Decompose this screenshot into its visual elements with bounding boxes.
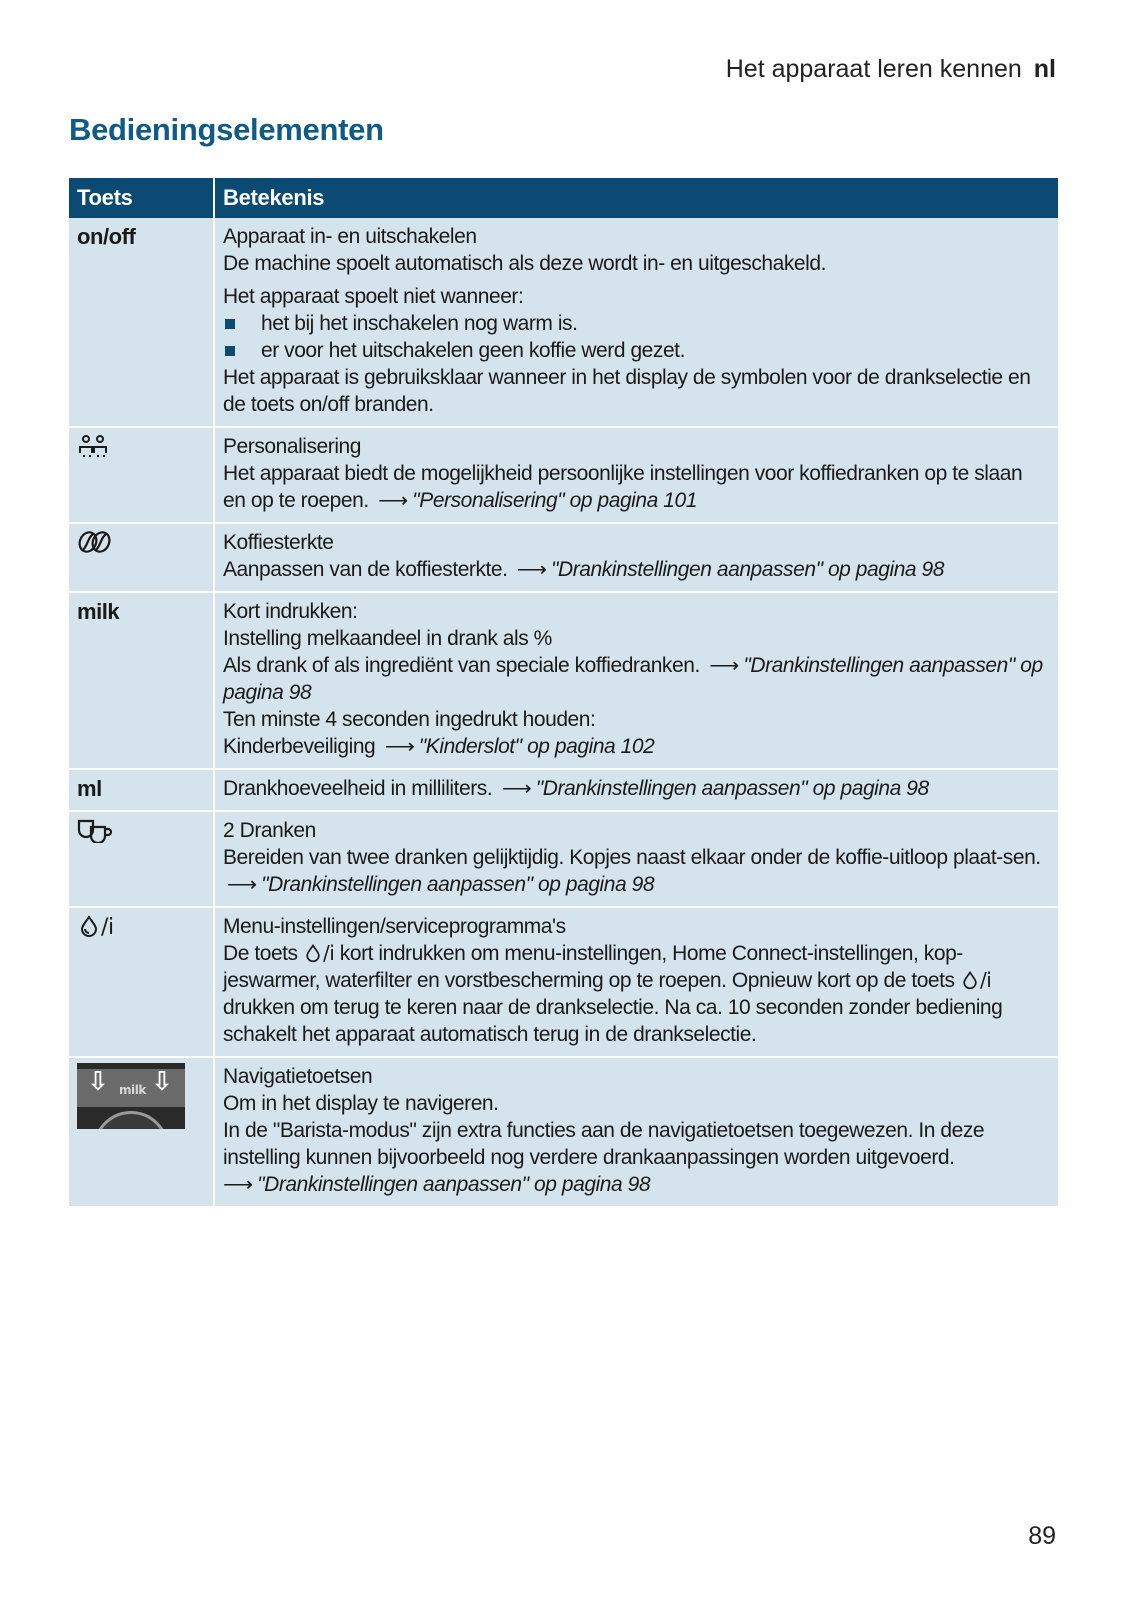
row-text: Drankhoeveelheid in milliliters.	[223, 777, 493, 800]
row-text: Aanpassen van de koffiesterkte.	[223, 558, 508, 581]
row-text: kort indrukken om menu-instellingen, Home Connect-instellingen, kop-jeswarmer, waterfilter en vorstbescherming op te roepen. Opnieuw kort op de toets	[223, 942, 963, 992]
key-milk: milk	[69, 592, 214, 769]
meaning-milk	[214, 592, 1058, 769]
cross-reference-link[interactable]: "Personalisering" op pagina 101	[412, 489, 697, 512]
table-row	[69, 769, 1058, 811]
info-suffix: /i	[101, 915, 114, 940]
key-navigation	[69, 1057, 214, 1206]
row-text: In de "Barista-modus" zijn extra functies aan de navigatietoetsen toegewezen. In deze instelling kunnen bijvoorbeeld nog verdere drankaanpassingen worden uitgevoerd.	[223, 1119, 985, 1169]
meaning-menu	[214, 907, 1058, 1057]
cross-reference-arrow-icon: ⟶	[501, 777, 530, 800]
row-text: Ten minste 4 seconden ingedrukt houden:	[223, 708, 596, 731]
running-header	[726, 55, 1056, 84]
row-text: Kinderbeveiliging	[223, 735, 376, 758]
key-ml: ml	[69, 769, 214, 811]
column-header-meaning: Betekenis	[214, 178, 1058, 218]
cross-reference-arrow-icon: ⟶	[709, 654, 738, 677]
bullet-square-icon	[225, 319, 235, 329]
arrow-down-icon: ⇩	[151, 1067, 173, 1097]
row-heading: Koffiesterkte	[223, 531, 334, 554]
cross-reference-link[interactable]: "Drankinstellingen aanpassen" op pagina 98	[535, 777, 929, 800]
bullet-square-icon	[225, 346, 235, 356]
table-header-row	[69, 178, 1058, 218]
person-profile-icon	[77, 433, 109, 459]
table-row	[69, 218, 1058, 427]
list-item	[223, 310, 1050, 337]
section-title: Het apparaat leren kennen	[725, 55, 1022, 83]
row-text: Het apparaat biedt de mogelijkheid persoonlijke instellingen voor koffiedranken op te slaan en op te roepen.	[223, 462, 1023, 512]
controls-table	[69, 178, 1058, 1206]
meaning-ml	[214, 769, 1058, 811]
cross-reference-arrow-icon: ⟶	[227, 873, 256, 896]
cross-reference-arrow-icon: ⟶	[378, 489, 407, 512]
info-suffix: /i	[980, 968, 992, 992]
row-heading: Personalisering	[223, 435, 361, 458]
key-menu	[69, 907, 214, 1057]
meaning-personal	[214, 427, 1058, 523]
list-item-text: het bij het inschakelen nog warm is.	[261, 312, 578, 335]
cross-reference-arrow-icon: ⟶	[223, 1173, 252, 1196]
row-heading: Navigatietoetsen	[223, 1065, 373, 1088]
cross-reference-link[interactable]: "Drankinstellingen aanpassen" op pagina 98	[257, 1173, 651, 1196]
cross-reference-link[interactable]: "Drankinstellingen aanpassen" op pagina 98	[223, 654, 1043, 704]
table-row	[69, 523, 1058, 592]
key-personal	[69, 427, 214, 523]
table-row	[69, 592, 1058, 769]
row-heading: Apparaat in- en uitschakelen	[223, 225, 477, 248]
table-row	[69, 907, 1058, 1057]
service-info-icon	[77, 914, 101, 938]
row-text: De machine spoelt automatisch als deze wordt in- en uitgeschakeld.	[223, 252, 826, 275]
page-title: Bedieningselementen	[69, 112, 384, 147]
cross-reference-arrow-icon: ⟶	[384, 735, 413, 758]
cross-reference-link[interactable]: "Drankinstellingen aanpassen" op pagina 98	[261, 873, 655, 896]
row-heading: 2 Dranken	[223, 819, 316, 842]
language-code: nl	[1033, 55, 1056, 83]
service-info-icon	[303, 943, 323, 963]
row-heading: Menu-instellingen/serviceprogramma's	[223, 915, 566, 938]
meaning-strength	[214, 523, 1058, 592]
row-text: drukken om terug te keren naar de drankselectie. Na ca. 10 seconden zonder bediening schakelt het apparaat automatisch terug in de drankselectie.	[223, 996, 1003, 1046]
row-text: De toets	[223, 942, 298, 965]
column-header-key: Toets	[69, 178, 214, 218]
row-text: Instelling melkaandeel in drank als %	[223, 627, 552, 650]
list-item	[223, 337, 1050, 364]
row-heading: Kort indrukken:	[223, 600, 358, 623]
coffee-beans-icon	[77, 529, 113, 555]
table-row	[69, 1057, 1058, 1206]
table-row	[69, 811, 1058, 907]
cross-reference-link[interactable]: "Kinderslot" op pagina 102	[418, 735, 655, 758]
key-strength	[69, 523, 214, 592]
row-text: Om in het display te navigeren.	[223, 1092, 499, 1115]
service-info-icon	[960, 970, 980, 990]
row-text: Het apparaat spoelt niet wanneer:	[223, 285, 524, 308]
navigation-keys-image	[77, 1063, 185, 1129]
page-number: 89	[1028, 1522, 1056, 1550]
meaning-two-drinks	[214, 811, 1058, 907]
row-text: Bereiden van twee dranken gelijktijdig. Kopjes naast elkaar onder de koffie-uitloop plaat-sen.	[223, 846, 1041, 869]
row-text: Als drank of als ingrediënt van speciale koffiedranken.	[223, 654, 700, 677]
image-label: milk	[119, 1083, 146, 1097]
list-item-text: er voor het uitschakelen geen koffie werd gezet.	[261, 339, 685, 362]
cross-reference-arrow-icon: ⟶	[516, 558, 546, 581]
info-suffix: /i	[323, 941, 335, 965]
meaning-navigation	[214, 1057, 1058, 1206]
arrow-down-icon: ⇩	[87, 1067, 109, 1097]
two-cups-icon	[77, 817, 115, 843]
key-onoff: on/off	[69, 218, 214, 427]
dial-icon	[93, 1111, 169, 1129]
row-text: Het apparaat is gebruiksklaar wanneer in het display de symbolen voor de drankselectie en de toets on/off branden.	[223, 366, 1031, 416]
meaning-onoff	[214, 218, 1058, 427]
key-two-drinks	[69, 811, 214, 907]
table-row	[69, 427, 1058, 523]
cross-reference-link[interactable]: "Drankinstellingen aanpassen" op pagina 98	[551, 558, 945, 581]
